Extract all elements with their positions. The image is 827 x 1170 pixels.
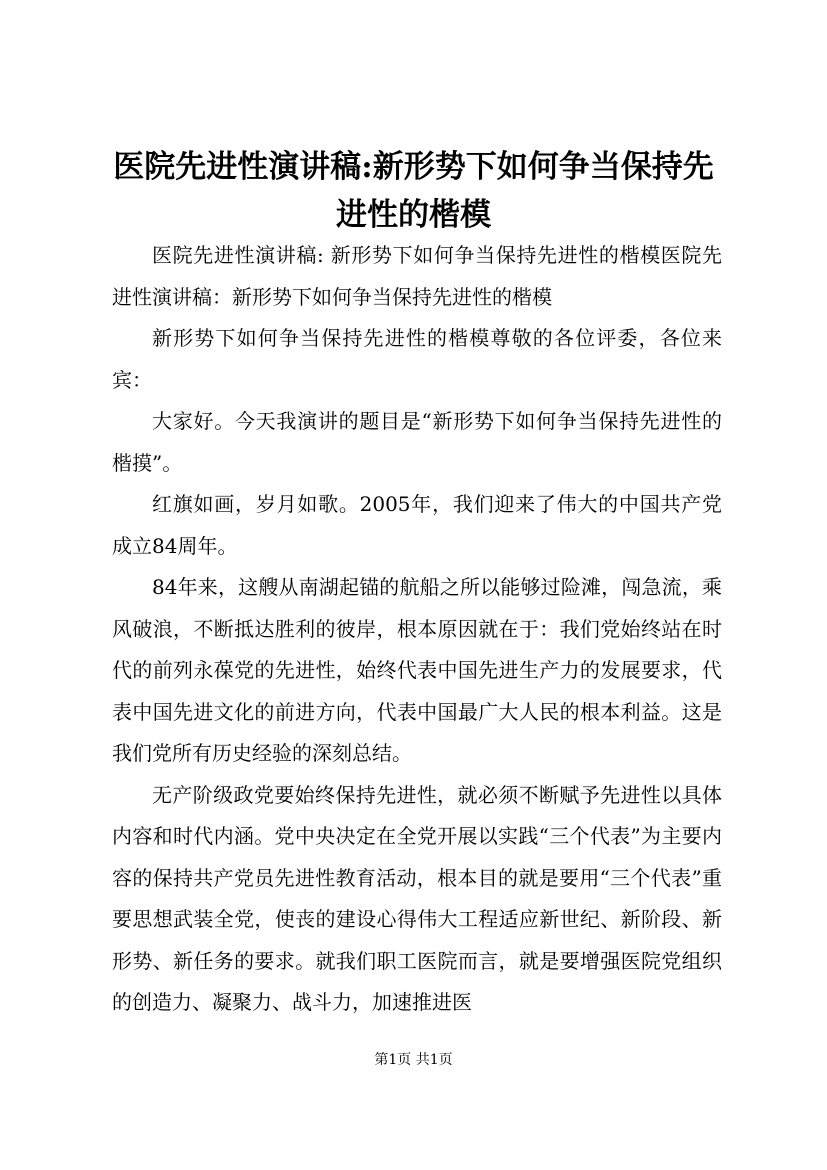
paragraph-1: 医院先进性演讲稿: 新形势下如何争当保持先进性的楷模医院先进性演讲稿：新形势下如何争当保持先进性的楷模 [112,243,722,309]
document-title: 医院先进性演讲稿:新形势下如何争当保持先进性的楷模 [113,149,714,233]
paragraph-2: 新形势下如何争当保持先进性的楷模尊敬的各位评委，各位来宾： [112,326,722,392]
document-body [112,235,722,1024]
paragraph-3: 大家好。今天我演讲的题目是“新形势下如何争当保持先进性的楷摸”。 [112,409,722,475]
paragraph-6: 无产阶级政党要始终保持先进性，就必须不断赋予先进性以具体内容和时代内涵。党中央决定在全党开展以实践“三个代表”为主要内容的保持共产党员先进性教育活动，根本目的就是要用“三个代表”重要思想武装全党，使丧的建设心得伟大工程适应新世纪、新阶段、新形势、新任务的要求。就我们职工医院而言，就是要增强医院党组织的创造力、凝聚力、战斗力，加速推进医 [112,782,722,1014]
page-footer: 第1页 共1页 [374,1052,453,1068]
paragraph-4: 红旗如画，岁月如歌。2005年，我们迎来了伟大的中国共产党成立84周年。 [112,492,722,558]
paragraph-5: 84年来，这艘从南湖起锚的航船之所以能够过险滩，闯急流，乘风破浪，不断抵达胜利的彼岸，根本原因就在于：我们党始终站在时代的前列永葆党的先进性，始终代表中国先进生产力的发展要求，代表中国先进文化的前进方向，代表中国最广大人民的根本利益。这是我们党所有历史经验的深刻总结。 [112,575,722,765]
